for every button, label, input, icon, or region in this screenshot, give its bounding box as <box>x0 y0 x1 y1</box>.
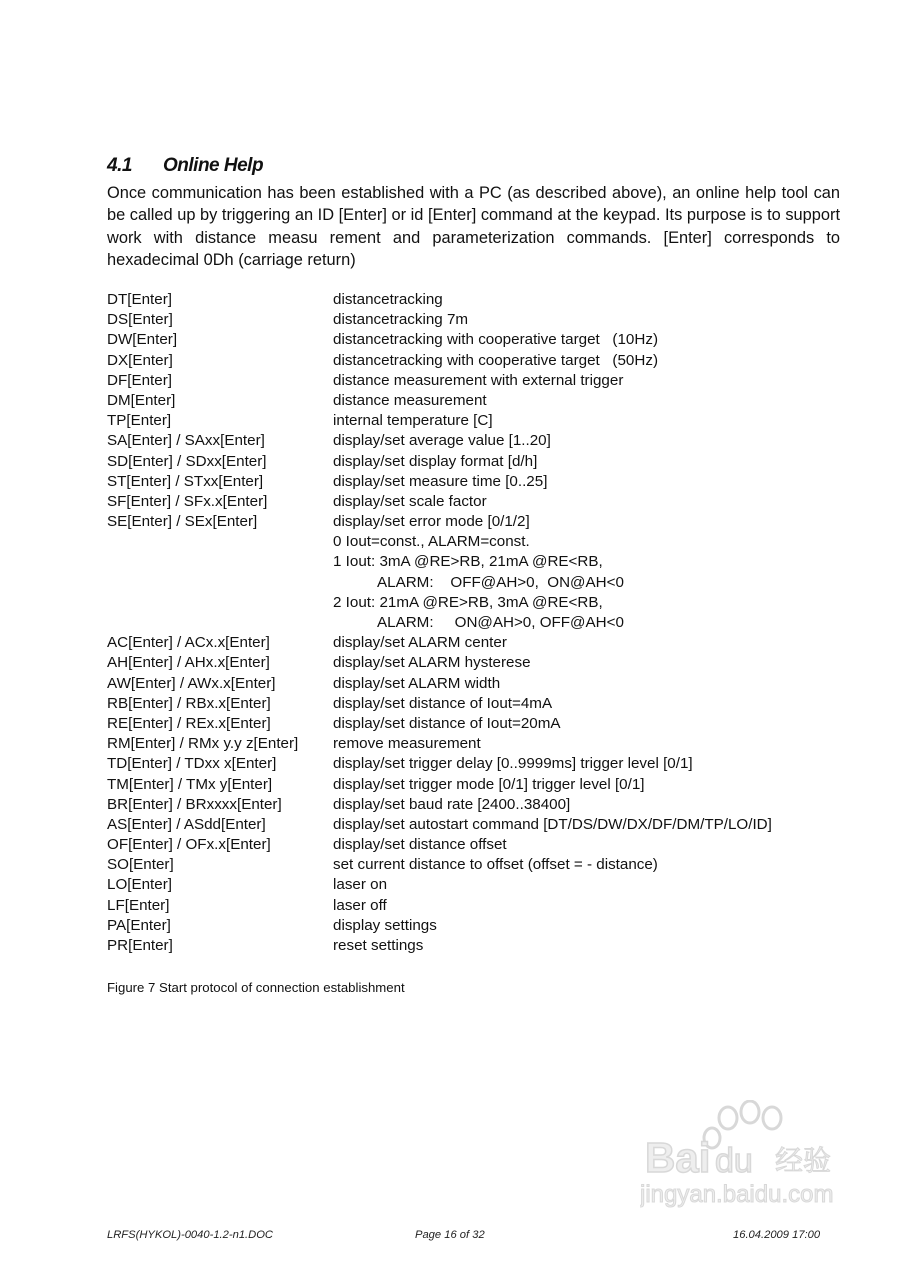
command-syntax: SE[Enter] / SEx[Enter] <box>107 513 258 531</box>
command-row <box>107 795 877 815</box>
command-syntax: SF[Enter] / SFx.x[Enter] <box>107 492 268 510</box>
command-syntax <box>107 593 333 613</box>
command-syntax: PA[Enter] <box>107 916 171 934</box>
command-description: display/set measure time [0..25] <box>333 472 548 490</box>
footer-doc-name: LRFS(HYKOL)-0040-1.2-n1.DOC <box>107 1229 274 1241</box>
command-syntax: OF[Enter] / OFx.x[Enter] <box>107 836 271 854</box>
command-row <box>107 290 877 310</box>
command-row <box>107 916 877 936</box>
command-description: display/set distance offset <box>333 836 507 854</box>
command-row <box>107 330 877 350</box>
command-syntax: AH[Enter] / AHx.x[Enter] <box>107 654 270 672</box>
command-description: display/set average value [1..20] <box>333 432 551 450</box>
command-row <box>107 653 877 673</box>
command-description: display/set autostart command [DT/DS/DW/DX/DF/DM/TP/LO/ID] <box>333 815 772 833</box>
command-description: 2 Iout: 21mA @RE>RB, 3mA @RE<RB, <box>333 593 603 611</box>
command-description: display/set trigger delay [0..9999ms] trigger level [0/1] <box>333 755 693 773</box>
command-description: distancetracking with cooperative target (10Hz) <box>333 331 658 349</box>
command-syntax: AS[Enter] / ASdd[Enter] <box>107 815 266 833</box>
section-title: Online Help <box>163 155 264 176</box>
command-syntax: TM[Enter] / TMx y[Enter] <box>107 775 273 793</box>
command-description: set current distance to offset (offset = - distance) <box>333 856 658 874</box>
command-description: display/set display format [d/h] <box>333 452 538 470</box>
command-syntax: BR[Enter] / BRxxxx[Enter] <box>107 795 282 813</box>
intro-paragraph: Once communication has been established with a PC (as described above), an online help tool can be called up by triggering an ID [Enter] or id [Enter] command at the keypad. Its purpose is to support work with distance measu rement and parameterization commands. [Enter] corresponds to hexadecimal 0Dh (carriage return) <box>107 184 840 270</box>
command-syntax: AC[Enter] / ACx.x[Enter] <box>107 634 270 652</box>
command-row <box>107 734 877 754</box>
command-description: 1 Iout: 3mA @RE>RB, 21mA @RE<RB, <box>333 553 603 571</box>
command-description: distancetracking 7m <box>333 311 469 329</box>
command-row <box>107 633 877 653</box>
command-syntax: DW[Enter] <box>107 331 178 349</box>
command-row <box>107 552 877 572</box>
command-row <box>107 371 877 391</box>
command-description: display/set scale factor <box>333 492 487 510</box>
command-row <box>107 694 877 714</box>
svg-text:Bai: Bai <box>645 1134 711 1181</box>
command-description: display settings <box>333 916 437 934</box>
command-row <box>107 512 877 532</box>
command-syntax: DM[Enter] <box>107 391 176 409</box>
baidu-watermark <box>640 1100 860 1215</box>
command-row <box>107 775 877 795</box>
command-syntax <box>107 532 333 552</box>
command-syntax: RM[Enter] / RMx y.y z[Enter] <box>107 735 299 753</box>
command-syntax: SD[Enter] / SDxx[Enter] <box>107 452 267 470</box>
command-row <box>107 875 877 895</box>
command-syntax <box>107 613 333 633</box>
footer-page-number: Page 16 of 32 <box>415 1229 485 1241</box>
command-syntax: LF[Enter] <box>107 896 170 914</box>
command-row <box>107 351 877 371</box>
command-row <box>107 896 877 916</box>
command-row <box>107 452 877 472</box>
command-description: distance measurement <box>333 391 487 409</box>
paw-logo-icon <box>640 1100 860 1215</box>
command-syntax: TD[Enter] / TDxx x[Enter] <box>107 755 277 773</box>
command-description: ALARM: OFF@AH>0, ON@AH<0 <box>377 573 624 591</box>
command-syntax: DX[Enter] <box>107 351 173 369</box>
command-syntax: RE[Enter] / REx.x[Enter] <box>107 714 271 732</box>
command-row <box>107 431 877 451</box>
command-row <box>107 936 877 956</box>
command-row <box>107 573 877 593</box>
command-syntax: PR[Enter] <box>107 937 173 954</box>
command-syntax: SO[Enter] <box>107 856 174 874</box>
command-row <box>107 411 877 431</box>
command-syntax: DT[Enter] <box>107 291 172 308</box>
figure-caption: Figure 7 Start protocol of connection establishment <box>107 980 405 995</box>
command-description: ALARM: ON@AH>0, OFF@AH<0 <box>377 614 624 631</box>
svg-text:jingyan.baidu.com: jingyan.baidu.com <box>640 1181 834 1208</box>
command-syntax: LO[Enter] <box>107 876 172 894</box>
command-syntax: SA[Enter] / SAxx[Enter] <box>107 432 265 450</box>
command-row <box>107 714 877 734</box>
command-row <box>107 855 877 875</box>
command-syntax: TP[Enter] <box>107 412 172 430</box>
command-description: 0 Iout=const., ALARM=const. <box>333 533 530 551</box>
command-row <box>107 391 877 411</box>
command-description: remove measurement <box>333 735 481 753</box>
command-syntax: AW[Enter] / AWx.x[Enter] <box>107 674 276 692</box>
svg-text:du: du <box>715 1142 753 1180</box>
command-description: internal temperature [C] <box>333 412 493 430</box>
command-description: laser off <box>333 896 387 914</box>
command-row <box>107 492 877 512</box>
command-row <box>107 472 877 492</box>
command-syntax: RB[Enter] / RBx.x[Enter] <box>107 694 271 712</box>
command-list <box>107 290 877 956</box>
command-syntax: DS[Enter] <box>107 311 173 329</box>
command-row <box>107 532 877 552</box>
footer-date: 16.04.2009 17:00 <box>733 1229 821 1241</box>
command-description: display/set error mode [0/1/2] <box>333 513 530 531</box>
command-description: display/set baud rate [2400..38400] <box>333 795 571 813</box>
command-description: distancetracking with cooperative target (50Hz) <box>333 351 658 369</box>
svg-text:经验: 经验 <box>775 1144 832 1177</box>
command-row <box>107 754 877 774</box>
command-row <box>107 815 877 835</box>
command-row <box>107 835 877 855</box>
command-description: distancetracking <box>333 291 443 308</box>
section-heading <box>107 155 263 177</box>
command-description: display/set ALARM center <box>333 634 507 652</box>
command-row <box>107 613 877 633</box>
command-row <box>107 310 877 330</box>
command-syntax <box>107 573 333 593</box>
command-description: laser on <box>333 876 388 894</box>
command-description: distance measurement with external trigger <box>333 371 624 389</box>
command-description: display/set distance of Iout=4mA <box>333 694 553 712</box>
command-description: display/set distance of Iout=20mA <box>333 714 561 732</box>
command-description: display/set ALARM hysterese <box>333 654 531 672</box>
command-row <box>107 674 877 694</box>
command-syntax: DF[Enter] <box>107 371 172 389</box>
command-description: display/set trigger mode [0/1] trigger level [0/1] <box>333 775 645 793</box>
command-description: display/set ALARM width <box>333 674 501 692</box>
command-syntax <box>107 552 333 572</box>
section-number: 4.1 <box>107 155 132 176</box>
command-row <box>107 593 877 613</box>
command-syntax: ST[Enter] / STxx[Enter] <box>107 472 264 490</box>
command-description: reset settings <box>333 937 424 954</box>
